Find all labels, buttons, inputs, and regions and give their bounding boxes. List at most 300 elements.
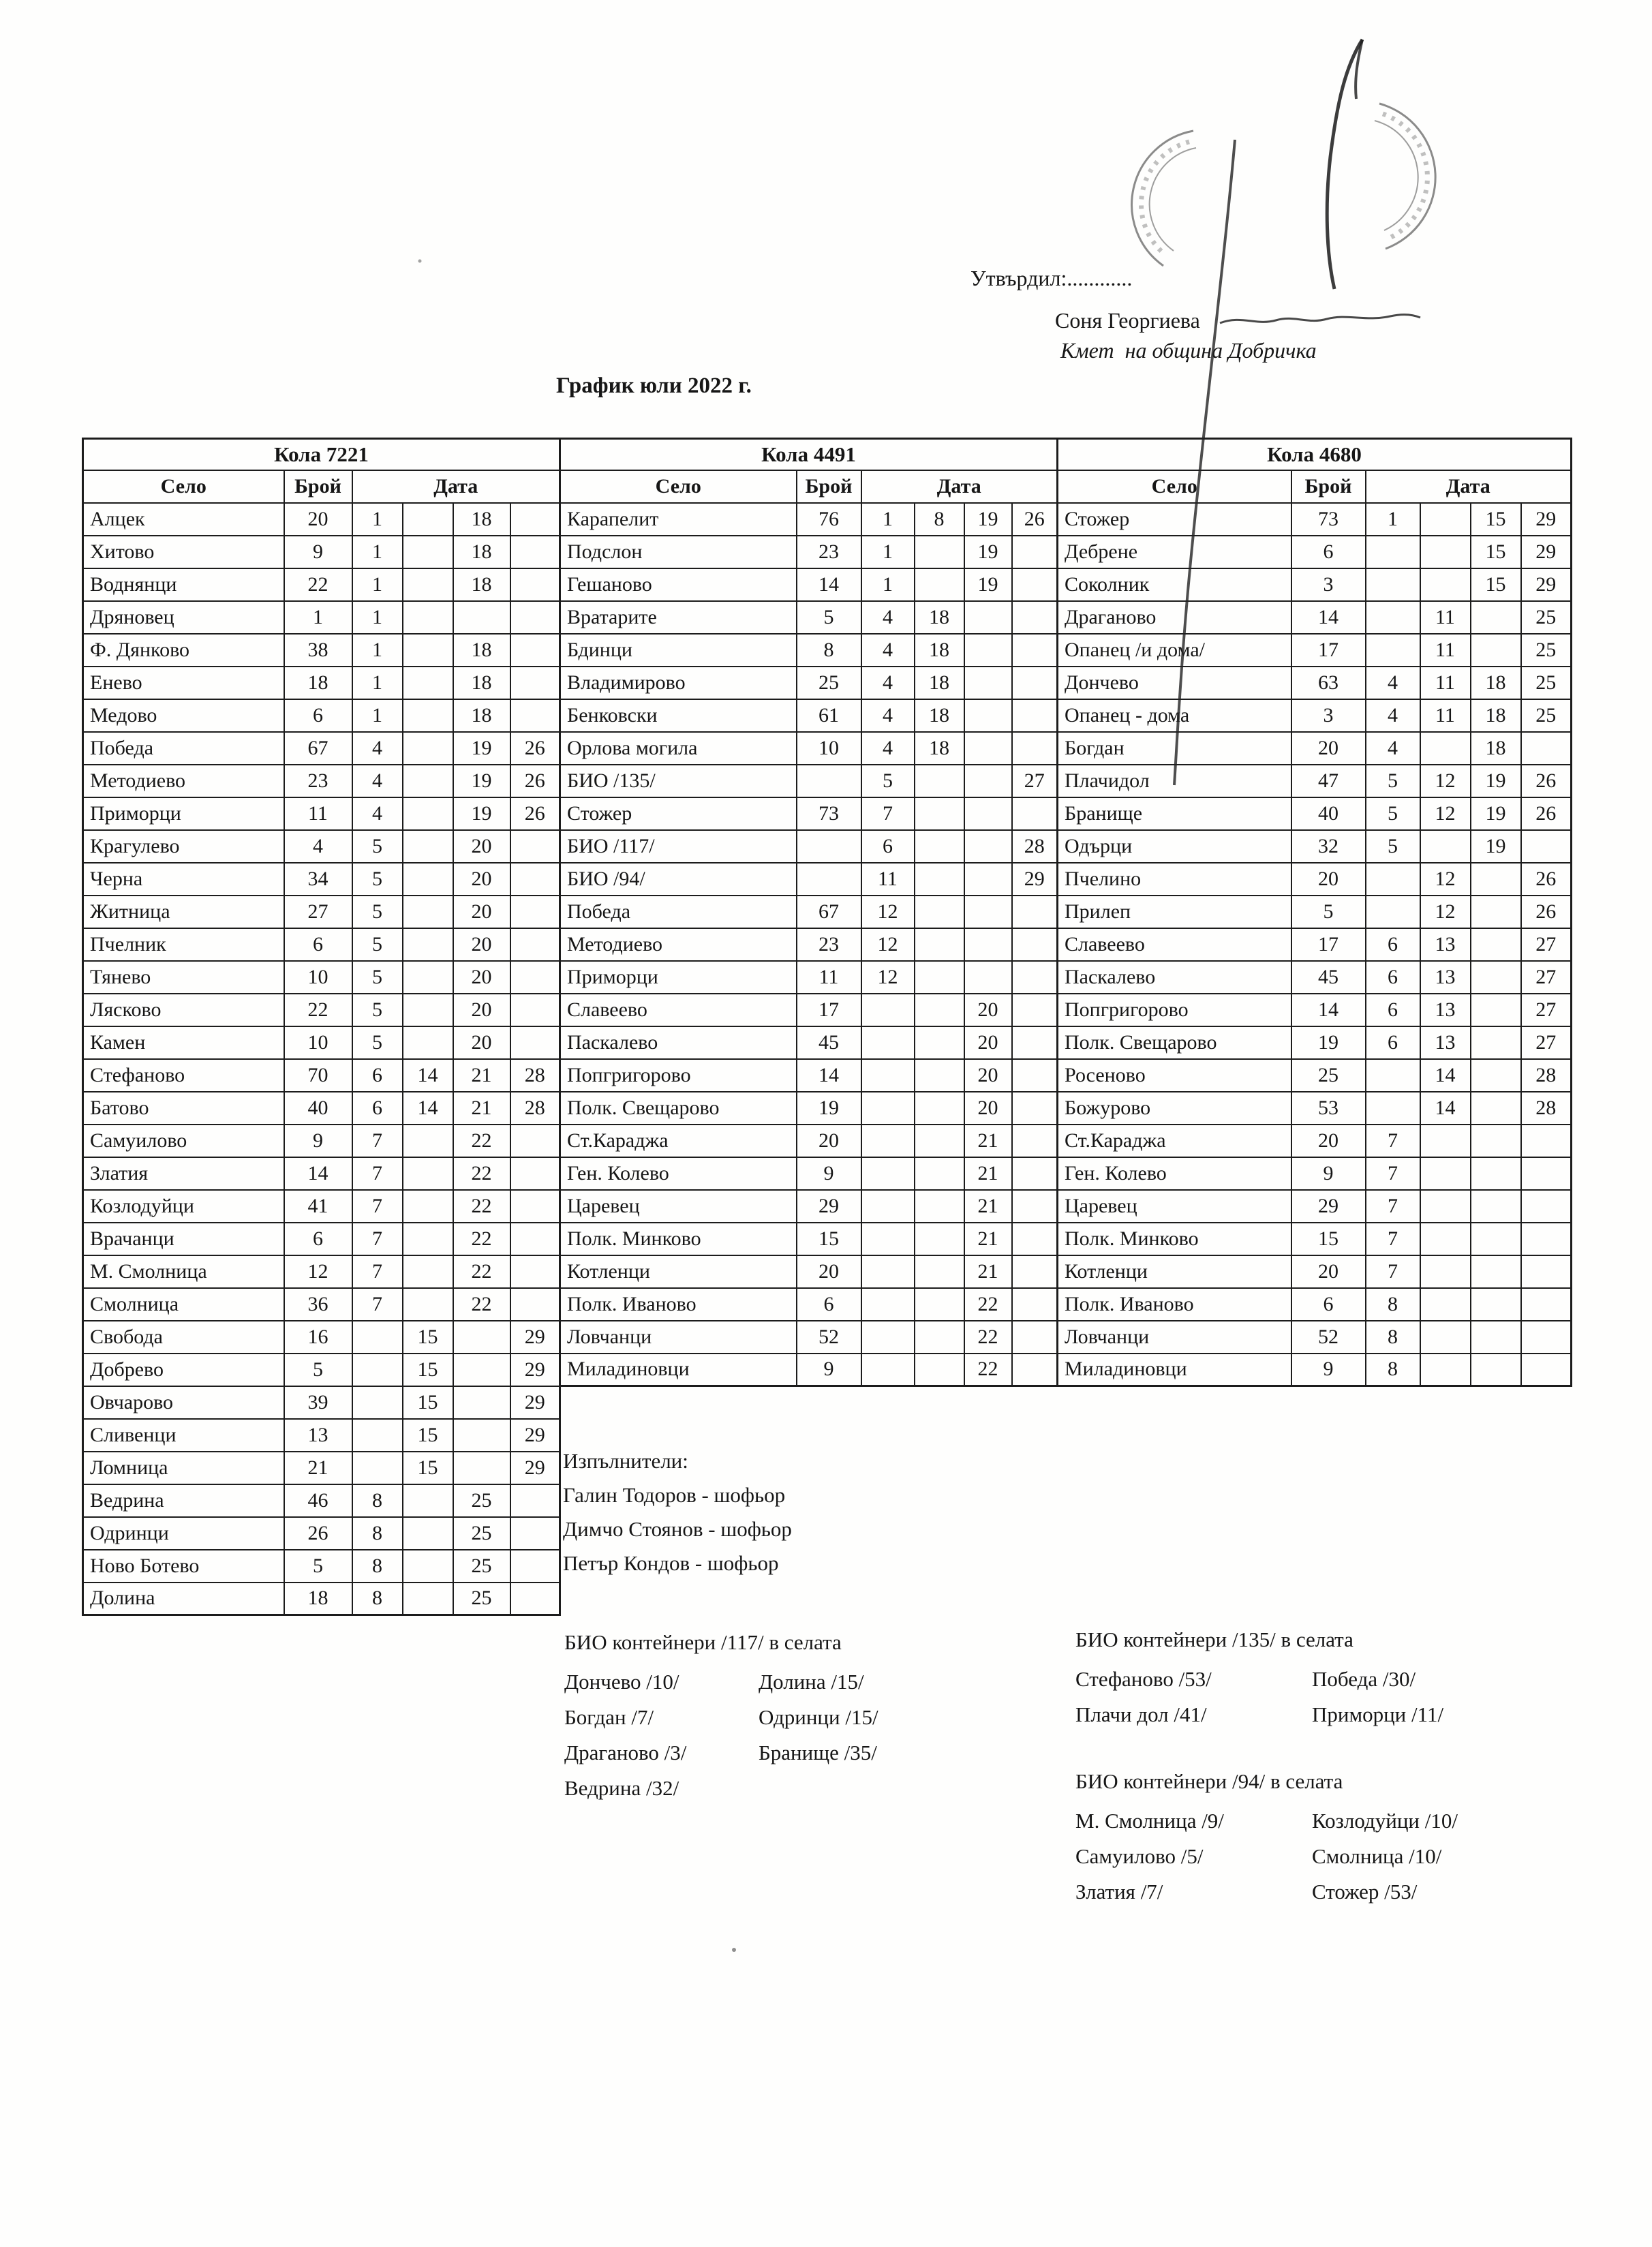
- date-cell: 15: [403, 1386, 453, 1419]
- date-cell: [1521, 732, 1572, 765]
- col-header-village: Село: [83, 470, 284, 503]
- date-cell: 26: [1521, 765, 1572, 797]
- count-cell: 10: [284, 1026, 352, 1059]
- table-row: [560, 601, 1058, 634]
- village-cell: Врачанци: [83, 1223, 284, 1255]
- date-cell: [403, 863, 453, 896]
- table-row: [1058, 994, 1572, 1026]
- date-cell: [1366, 1092, 1420, 1125]
- table-row: [1058, 1026, 1572, 1059]
- count-cell: 14: [1291, 994, 1366, 1026]
- date-cell: [964, 830, 1012, 863]
- car-label: Кола 4491: [560, 439, 1058, 470]
- date-cell: [510, 863, 560, 896]
- date-cell: [510, 1288, 560, 1321]
- table-row: [83, 732, 560, 765]
- date-cell: 22: [453, 1255, 510, 1288]
- village-cell: Ф. Дянково: [83, 634, 284, 667]
- date-cell: 21: [964, 1223, 1012, 1255]
- date-cell: 22: [453, 1223, 510, 1255]
- date-cell: [1420, 1321, 1471, 1354]
- date-cell: [1521, 1288, 1572, 1321]
- table-row: [560, 928, 1058, 961]
- date-cell: 18: [915, 732, 964, 765]
- bio-note-94: [1075, 1764, 1458, 1910]
- date-cell: 7: [1366, 1190, 1420, 1223]
- table-row: [83, 863, 560, 896]
- date-cell: 22: [453, 1157, 510, 1190]
- date-cell: [1471, 1059, 1521, 1092]
- date-cell: [915, 863, 964, 896]
- date-cell: 4: [861, 732, 915, 765]
- date-cell: [1012, 797, 1058, 830]
- village-cell: Одърци: [1058, 830, 1291, 863]
- village-cell: Плачидол: [1058, 765, 1291, 797]
- date-cell: [1012, 568, 1058, 601]
- count-cell: 3: [1291, 699, 1366, 732]
- date-cell: [915, 961, 964, 994]
- count-cell: 46: [284, 1484, 352, 1517]
- village-cell: Енево: [83, 667, 284, 699]
- count-cell: 45: [797, 1026, 861, 1059]
- date-cell: [1012, 1125, 1058, 1157]
- date-cell: 6: [1366, 994, 1420, 1026]
- table-row: [560, 1026, 1058, 1059]
- date-cell: 26: [1521, 797, 1572, 830]
- date-cell: 20: [453, 928, 510, 961]
- date-cell: 15: [403, 1452, 453, 1484]
- bio-note-line: Самуилово /5/: [1075, 1844, 1204, 1868]
- table-row: [83, 1517, 560, 1550]
- village-cell: Опанец - дома: [1058, 699, 1291, 732]
- date-cell: [1366, 863, 1420, 896]
- table-row: [83, 1354, 560, 1386]
- date-cell: 18: [453, 699, 510, 732]
- executors-block: [563, 1443, 792, 1580]
- date-cell: [403, 667, 453, 699]
- date-cell: 4: [861, 634, 915, 667]
- date-cell: [510, 1484, 560, 1517]
- village-cell: Ст.Караджа: [1058, 1125, 1291, 1157]
- count-cell: 19: [797, 1092, 861, 1125]
- date-cell: [1012, 928, 1058, 961]
- date-cell: 22: [453, 1125, 510, 1157]
- count-cell: 45: [1291, 961, 1366, 994]
- date-cell: 22: [453, 1288, 510, 1321]
- scan-speck: [418, 260, 422, 263]
- date-cell: 18: [915, 634, 964, 667]
- village-cell: Воднянци: [83, 568, 284, 601]
- village-cell: Приморци: [83, 797, 284, 830]
- date-cell: [510, 896, 560, 928]
- village-cell: Ловчанци: [1058, 1321, 1291, 1354]
- table-row: [560, 1255, 1058, 1288]
- date-cell: [915, 1321, 964, 1354]
- village-cell: Паскалево: [1058, 961, 1291, 994]
- date-cell: 18: [453, 634, 510, 667]
- schedule-table-kola-7221: [82, 438, 561, 1616]
- date-cell: 7: [861, 797, 915, 830]
- date-cell: [1471, 1190, 1521, 1223]
- date-cell: 8: [915, 503, 964, 536]
- count-cell: 3: [1291, 568, 1366, 601]
- bio-note-line: Златия /7/: [1075, 1880, 1163, 1904]
- bio-note-line: Долина /15/: [759, 1670, 864, 1694]
- table-row: [560, 568, 1058, 601]
- date-cell: [1471, 863, 1521, 896]
- village-cell: Ново Ботево: [83, 1550, 284, 1583]
- date-cell: [403, 568, 453, 601]
- count-cell: 29: [1291, 1190, 1366, 1223]
- date-cell: 12: [1420, 863, 1471, 896]
- bio-note-heading: БИО контейнери /117/ в селата: [564, 1630, 842, 1654]
- date-cell: 25: [1521, 699, 1572, 732]
- village-cell: Царевец: [560, 1190, 797, 1223]
- date-cell: 29: [510, 1452, 560, 1484]
- date-cell: 26: [1521, 896, 1572, 928]
- count-cell: 52: [1291, 1321, 1366, 1354]
- date-cell: 11: [1420, 601, 1471, 634]
- village-cell: Ст.Караджа: [560, 1125, 797, 1157]
- date-cell: 6: [1366, 928, 1420, 961]
- count-cell: 21: [284, 1452, 352, 1484]
- count-cell: 47: [1291, 765, 1366, 797]
- date-cell: [352, 1321, 403, 1354]
- village-cell: Попгригорово: [560, 1059, 797, 1092]
- stamp-left-icon: [1132, 131, 1196, 266]
- date-cell: 29: [510, 1419, 560, 1452]
- executors-heading: Изпълнители:: [563, 1449, 688, 1473]
- village-cell: Стожер: [560, 797, 797, 830]
- col-header-count: Брой: [1291, 470, 1366, 503]
- date-cell: 29: [1012, 863, 1058, 896]
- date-cell: [915, 830, 964, 863]
- scan-speck: [732, 1948, 736, 1952]
- date-cell: 5: [352, 896, 403, 928]
- count-cell: 14: [797, 1059, 861, 1092]
- date-cell: 1: [352, 536, 403, 568]
- table-row: [83, 797, 560, 830]
- village-cell: Паскалево: [560, 1026, 797, 1059]
- village-cell: Ведрина: [83, 1484, 284, 1517]
- date-cell: [1012, 896, 1058, 928]
- date-cell: [1012, 1190, 1058, 1223]
- date-cell: [403, 634, 453, 667]
- count-cell: 61: [797, 699, 861, 732]
- table-row: [83, 896, 560, 928]
- date-cell: [403, 896, 453, 928]
- table-row: [560, 1354, 1058, 1386]
- date-cell: 6: [1366, 961, 1420, 994]
- date-cell: [510, 634, 560, 667]
- count-cell: 39: [284, 1386, 352, 1419]
- table-row: [1058, 699, 1572, 732]
- count-cell: 1: [284, 601, 352, 634]
- date-cell: [964, 667, 1012, 699]
- date-cell: 11: [1420, 667, 1471, 699]
- bio-note-column: [564, 1664, 759, 1806]
- date-cell: 15: [403, 1419, 453, 1452]
- village-cell: Владимирово: [560, 667, 797, 699]
- table-row: [83, 503, 560, 536]
- date-cell: [1521, 1157, 1572, 1190]
- date-cell: 5: [352, 830, 403, 863]
- village-cell: Победа: [83, 732, 284, 765]
- table-row: [83, 1484, 560, 1517]
- date-cell: [1521, 1321, 1572, 1354]
- bio-note-line: Стожер /53/: [1312, 1880, 1418, 1904]
- table-row: [83, 994, 560, 1026]
- date-cell: 12: [1420, 896, 1471, 928]
- date-cell: 7: [352, 1157, 403, 1190]
- date-cell: [915, 1190, 964, 1223]
- date-cell: [915, 1255, 964, 1288]
- date-cell: 8: [1366, 1288, 1420, 1321]
- village-cell: Батово: [83, 1092, 284, 1125]
- date-cell: 14: [1420, 1059, 1471, 1092]
- count-cell: 6: [284, 1223, 352, 1255]
- col-header-count: Брой: [284, 470, 352, 503]
- village-cell: Ген. Колево: [560, 1157, 797, 1190]
- count-cell: 53: [1291, 1092, 1366, 1125]
- date-cell: 1: [352, 601, 403, 634]
- village-cell: Ген. Колево: [1058, 1157, 1291, 1190]
- count-cell: [797, 830, 861, 863]
- village-cell: Добрево: [83, 1354, 284, 1386]
- count-cell: 38: [284, 634, 352, 667]
- date-cell: [1420, 503, 1471, 536]
- date-cell: 29: [510, 1386, 560, 1419]
- date-cell: 13: [1420, 961, 1471, 994]
- date-cell: [510, 961, 560, 994]
- date-cell: [403, 1190, 453, 1223]
- date-cell: [1471, 1125, 1521, 1157]
- date-cell: [510, 667, 560, 699]
- date-cell: [861, 1026, 915, 1059]
- village-cell: Пчелино: [1058, 863, 1291, 896]
- date-cell: 18: [453, 568, 510, 601]
- date-cell: [915, 1059, 964, 1092]
- date-cell: 20: [964, 1026, 1012, 1059]
- date-cell: [1420, 1288, 1471, 1321]
- date-cell: [1521, 830, 1572, 863]
- table-row: [83, 765, 560, 797]
- date-cell: [1012, 1354, 1058, 1386]
- date-cell: 5: [352, 1026, 403, 1059]
- table-row: [83, 1092, 560, 1125]
- date-cell: 27: [1521, 1026, 1572, 1059]
- date-cell: [352, 1354, 403, 1386]
- village-cell: Вратарите: [560, 601, 797, 634]
- count-cell: 20: [284, 503, 352, 536]
- date-cell: [915, 1157, 964, 1190]
- table-row: [560, 1190, 1058, 1223]
- date-cell: 27: [1521, 961, 1572, 994]
- table-row: [83, 928, 560, 961]
- table-row: [560, 896, 1058, 928]
- date-cell: [915, 1354, 964, 1386]
- date-cell: [453, 1386, 510, 1419]
- bio-note-column: [1312, 1662, 1443, 1732]
- count-cell: 41: [284, 1190, 352, 1223]
- date-cell: [403, 994, 453, 1026]
- date-cell: [1012, 1059, 1058, 1092]
- village-cell: Царевец: [1058, 1190, 1291, 1223]
- date-cell: 4: [1366, 732, 1420, 765]
- date-cell: 26: [510, 765, 560, 797]
- count-cell: 76: [797, 503, 861, 536]
- date-cell: 6: [352, 1092, 403, 1125]
- table-row: [1058, 1288, 1572, 1321]
- count-cell: 18: [284, 667, 352, 699]
- date-cell: 4: [861, 601, 915, 634]
- date-cell: 4: [861, 699, 915, 732]
- count-cell: 11: [284, 797, 352, 830]
- village-cell: Богдан: [1058, 732, 1291, 765]
- table-row: [83, 1059, 560, 1092]
- village-cell: Долина: [83, 1583, 284, 1615]
- bio-note-column: [1075, 1662, 1312, 1732]
- date-cell: 25: [1521, 601, 1572, 634]
- village-cell: Божурово: [1058, 1092, 1291, 1125]
- count-cell: 70: [284, 1059, 352, 1092]
- village-cell: Карапелит: [560, 503, 797, 536]
- village-cell: Алцек: [83, 503, 284, 536]
- schedule-tables: [82, 438, 1572, 1616]
- date-cell: 25: [453, 1517, 510, 1550]
- date-cell: 8: [352, 1550, 403, 1583]
- date-cell: [403, 1550, 453, 1583]
- date-cell: [861, 1288, 915, 1321]
- car-label: Кола 7221: [83, 439, 560, 470]
- date-cell: 1: [352, 634, 403, 667]
- date-cell: 20: [453, 863, 510, 896]
- table-row: [83, 1026, 560, 1059]
- date-cell: [1012, 601, 1058, 634]
- date-cell: 13: [1420, 994, 1471, 1026]
- date-cell: [403, 1026, 453, 1059]
- date-cell: [964, 765, 1012, 797]
- date-cell: 29: [1521, 503, 1572, 536]
- date-cell: [510, 1517, 560, 1550]
- date-cell: [510, 994, 560, 1026]
- date-cell: 5: [352, 994, 403, 1026]
- date-cell: 7: [352, 1190, 403, 1223]
- bio-note-line: Смолница /10/: [1312, 1844, 1442, 1868]
- village-cell: Хитово: [83, 536, 284, 568]
- date-cell: 19: [453, 797, 510, 830]
- count-cell: 20: [1291, 1125, 1366, 1157]
- date-cell: [1471, 1354, 1521, 1386]
- village-cell: Дебрене: [1058, 536, 1291, 568]
- date-cell: [915, 928, 964, 961]
- date-cell: [1420, 1190, 1471, 1223]
- table-row: [83, 667, 560, 699]
- date-cell: 14: [403, 1059, 453, 1092]
- count-cell: 12: [284, 1255, 352, 1288]
- date-cell: [1366, 634, 1420, 667]
- table-row: [1058, 863, 1572, 896]
- date-cell: [1521, 1190, 1572, 1223]
- date-cell: [1471, 601, 1521, 634]
- table-row: [83, 1583, 560, 1615]
- date-cell: 25: [453, 1550, 510, 1583]
- table-row: [1058, 568, 1572, 601]
- date-cell: 26: [510, 732, 560, 765]
- date-cell: [861, 1125, 915, 1157]
- date-cell: [510, 1190, 560, 1223]
- schedule-table-kola-4491: [559, 438, 1058, 1387]
- date-cell: [861, 1157, 915, 1190]
- table-row: [560, 732, 1058, 765]
- count-cell: 27: [284, 896, 352, 928]
- count-cell: 6: [797, 1288, 861, 1321]
- date-cell: 1: [352, 667, 403, 699]
- table-row: [1058, 1092, 1572, 1125]
- date-cell: [1521, 1125, 1572, 1157]
- village-cell: Миладиновци: [560, 1354, 797, 1386]
- date-cell: 19: [453, 732, 510, 765]
- date-cell: 19: [1471, 830, 1521, 863]
- count-cell: 5: [284, 1354, 352, 1386]
- date-cell: 27: [1012, 765, 1058, 797]
- date-cell: 19: [453, 765, 510, 797]
- date-cell: 12: [1420, 765, 1471, 797]
- table-row: [83, 568, 560, 601]
- date-cell: 4: [1366, 699, 1420, 732]
- date-cell: 5: [1366, 797, 1420, 830]
- table-row: [83, 1190, 560, 1223]
- count-cell: 40: [284, 1092, 352, 1125]
- village-cell: Козлодуйци: [83, 1190, 284, 1223]
- table-row: [1058, 896, 1572, 928]
- date-cell: 1: [1366, 503, 1420, 536]
- date-cell: [510, 830, 560, 863]
- date-cell: [510, 699, 560, 732]
- date-cell: 22: [964, 1288, 1012, 1321]
- date-cell: [510, 1255, 560, 1288]
- date-cell: 20: [453, 961, 510, 994]
- date-cell: [1420, 1223, 1471, 1255]
- approval-label: Утвърдил:............: [970, 266, 1133, 290]
- village-cell: Смолница: [83, 1288, 284, 1321]
- bio-note-line: Козлодуйци /10/: [1312, 1809, 1458, 1833]
- date-cell: 7: [352, 1288, 403, 1321]
- table-row: [83, 1321, 560, 1354]
- date-cell: 18: [915, 699, 964, 732]
- date-cell: [964, 732, 1012, 765]
- village-cell: Славеево: [560, 994, 797, 1026]
- date-cell: [915, 568, 964, 601]
- table-row: [560, 1059, 1058, 1092]
- count-cell: 14: [1291, 601, 1366, 634]
- date-cell: [1366, 536, 1420, 568]
- date-cell: [510, 928, 560, 961]
- date-cell: [403, 928, 453, 961]
- date-cell: 1: [352, 699, 403, 732]
- date-cell: [1012, 961, 1058, 994]
- executors-list: [563, 1478, 792, 1580]
- table-row: [1058, 1321, 1572, 1354]
- date-cell: [1420, 1255, 1471, 1288]
- date-cell: [915, 765, 964, 797]
- date-cell: 4: [352, 797, 403, 830]
- count-cell: 36: [284, 1288, 352, 1321]
- date-cell: [453, 1419, 510, 1452]
- date-cell: 28: [1521, 1059, 1572, 1092]
- village-cell: Ловчанци: [560, 1321, 797, 1354]
- bio-note-heading: БИО контейнери /94/ в селата: [1075, 1769, 1343, 1793]
